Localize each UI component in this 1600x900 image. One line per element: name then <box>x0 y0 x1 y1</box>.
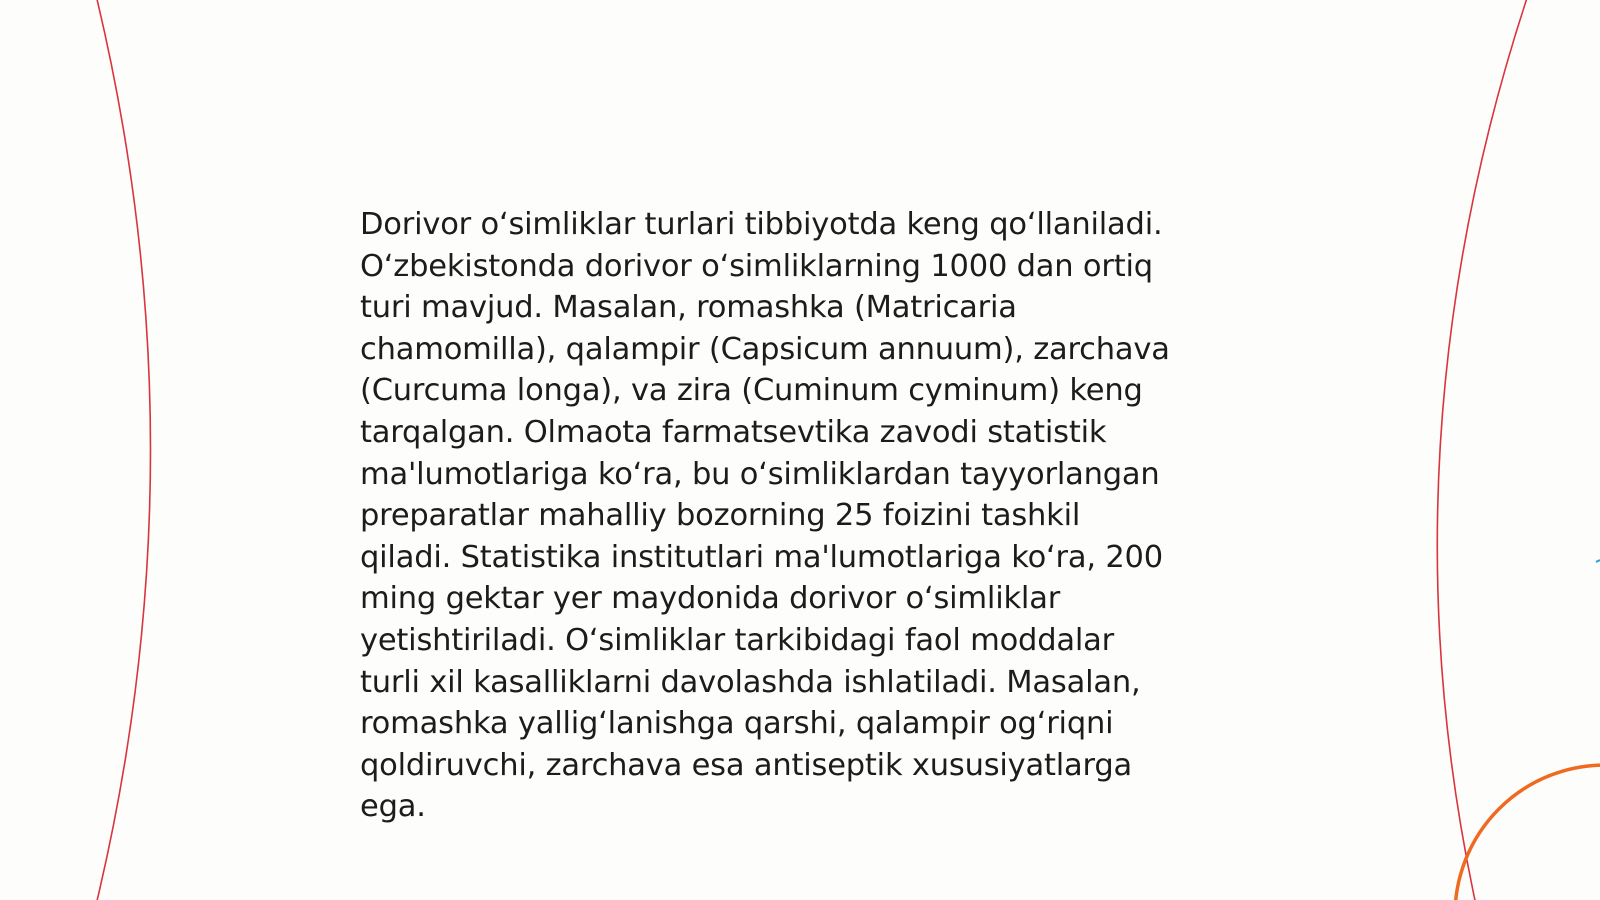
blue-accent-mark <box>1596 560 1600 562</box>
right-arc-line <box>1437 0 1528 900</box>
left-arc-line <box>96 0 151 900</box>
body-paragraph: Dorivor o‘simliklar turlari tibbiyotda keng qo‘llaniladi. O‘zbekistonda dorivor o‘simliklarning 1000 dan ortiq turi mavjud. Masalan, romashka (Matricaria chamomilla), qalampir (Capsicum annuum), zarchava (Curcuma longa), va zira (Cuminum cyminum) keng tarqalgan. Olmaota farmatsevtika zavodi statistik ma'lumotlariga ko‘ra, bu o‘simliklardan tayyorlangan preparatlar mahalliy bozorning 25 foizini tashkil qiladi. Statistika institutlari ma'lumotlariga ko‘ra, 200 ming gektar yer maydonida dorivor o‘simliklar yetishtiriladi. O‘simliklar tarkibidagi faol moddalar turli xil kasalliklarni davolashda ishlatiladi. Masalan, romashka yallig‘lanishga qarshi, qalampir og‘riqni qoldiruvchi, zarchava esa antiseptik xususiyatlarga ega. <box>360 207 1170 825</box>
orange-corner-circle <box>1455 765 1600 900</box>
